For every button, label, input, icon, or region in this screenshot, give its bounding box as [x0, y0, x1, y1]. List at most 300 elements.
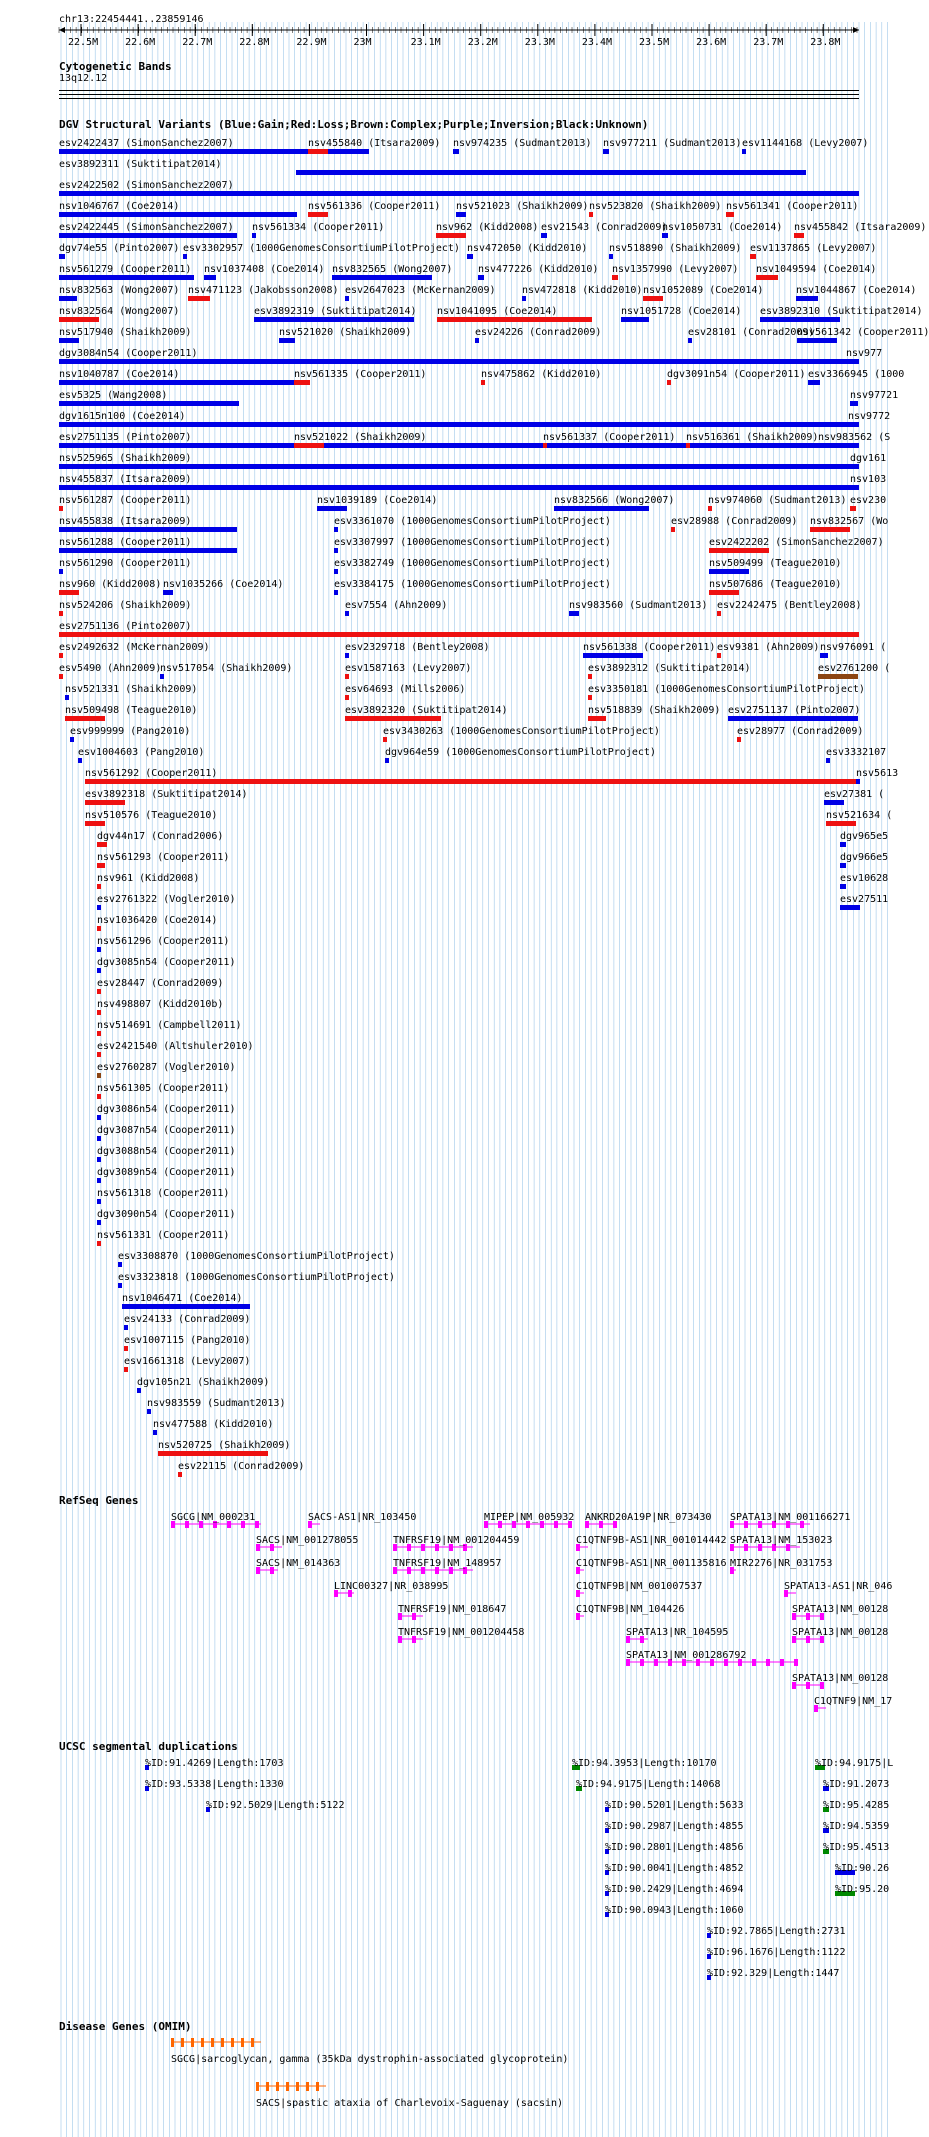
dgv-variant-bar	[78, 758, 82, 763]
omim-exon-block	[191, 2038, 194, 2047]
dgv-variant-bar	[856, 779, 860, 784]
dgv-variant-label[interactable]: nsv977211 (Sudmant2013)	[603, 138, 742, 149]
dgv-variant-bar	[188, 296, 210, 301]
dgv-variant-label[interactable]: dgv3086n54 (Cooper2011)	[97, 1104, 236, 1115]
dgv-variant-label[interactable]: nsv561338 (Cooper2011)	[583, 642, 716, 653]
dgv-variant-label[interactable]: esv10628	[840, 873, 889, 884]
dgv-variant-label[interactable]: nsv521020 (Shaikh2009)	[279, 327, 412, 338]
dgv-variant-label[interactable]: nsv1357990 (Levy2007)	[612, 264, 739, 275]
ruler-tick-label: 23M	[353, 37, 372, 48]
dgv-variant-bar	[252, 233, 256, 238]
dgv-variant-label[interactable]: nsv1041095 (Coe2014)	[437, 306, 558, 317]
dgv-variant-label[interactable]: esv24226 (Conrad2009)	[475, 327, 602, 338]
dgv-variant-label[interactable]: esv2760287 (Vogler2010)	[97, 1062, 236, 1073]
omim-exon-block	[266, 2082, 269, 2091]
dgv-variant-bar	[612, 275, 618, 280]
dgv-variant-bar	[662, 233, 668, 238]
dgv-variant-label[interactable]: esv3384175 (1000GenomesConsortiumPilotProject)	[334, 579, 611, 590]
dgv-variant-bar	[59, 191, 859, 196]
dgv-variant-label[interactable]: esv1661318 (Levy2007)	[124, 1356, 251, 1367]
dgv-variant-label[interactable]: dgv1615n100 (Coe2014)	[59, 411, 186, 422]
dgv-variant-bar	[59, 443, 859, 448]
dgv-variant-label[interactable]: nsv561342 (Cooper2011)	[797, 327, 929, 338]
dgv-variant-label[interactable]: dgv964e59 (1000GenomesConsortiumPilotProject)	[385, 747, 656, 758]
dgv-variant-label[interactable]: esv3323818 (1000GenomesConsortiumPilotProject)	[118, 1272, 395, 1283]
refseq-gene-label[interactable]: LINC00327|NR_038995	[334, 1581, 449, 1592]
dgv-variant-label[interactable]: nsv455837 (Itsara2009)	[59, 474, 192, 485]
dgv-variant-bar	[308, 212, 328, 217]
refseq-gene-label[interactable]: MIPEP|NM_005932	[484, 1512, 575, 1523]
omim-gene-label[interactable]: SGCG|sarcoglycan, gamma (35kDa dystrophin-associated glycoprotein)	[171, 2054, 569, 2065]
dgv-variant-bar	[153, 1430, 157, 1435]
dgv-variant-bar	[840, 905, 860, 910]
dgv-variant-bar	[59, 674, 63, 679]
dgv-variant-label[interactable]: nsv523820 (Shaikh2009)	[589, 201, 722, 212]
dgv-variant-label[interactable]: esv2422502 (SimonSanchez2007)	[59, 180, 234, 191]
dgv-variant-label[interactable]: dgv3088n54 (Cooper2011)	[97, 1146, 236, 1157]
dgv-variant-label[interactable]: nsv561341 (Cooper2011)	[726, 201, 859, 212]
dgv-variant-label[interactable]: dgv3091n54 (Cooper2011)	[667, 369, 806, 380]
dgv-variant-label[interactable]: dgv74e55 (Pinto2007)	[59, 243, 180, 254]
dgv-variant-bar	[810, 527, 850, 532]
ruler-tick-label: 22.8M	[239, 37, 270, 48]
dgv-variant-bar	[294, 443, 324, 448]
dgv-variant-label[interactable]: dgv3084n54 (Cooper2011)	[59, 348, 198, 359]
segdup-label[interactable]: %ID:96.1676|Length:1122	[707, 1947, 846, 1958]
dgv-variant-label[interactable]: esv3430263 (1000GenomesConsortiumPilotProject)	[383, 726, 660, 737]
refseq-gene-label[interactable]: SACS-AS1|NR_103450	[308, 1512, 417, 1523]
refseq-gene-label[interactable]: SPATA13|NM_00128	[792, 1627, 889, 1638]
dgv-variant-label[interactable]: nsv983559 (Sudmant2013)	[147, 1398, 286, 1409]
segdup-label[interactable]: %ID:90.26	[835, 1863, 890, 1874]
dgv-variant-label[interactable]: esv3307997 (1000GenomesConsortiumPilotProject)	[334, 537, 611, 548]
refseq-gene-label[interactable]: SPATA13|NM_00128	[792, 1673, 889, 1684]
dgv-variant-label[interactable]: dgv3090n54 (Cooper2011)	[97, 1209, 236, 1220]
dgv-variant-label[interactable]: nsv561293 (Cooper2011)	[97, 852, 230, 863]
dgv-variant-label[interactable]: nsv1044867 (Coe2014)	[796, 285, 917, 296]
dgv-variant-label[interactable]: esv3308870 (1000GenomesConsortiumPilotProject)	[118, 1251, 395, 1262]
dgv-variant-label[interactable]: nsv983562 (S	[818, 432, 891, 443]
dgv-variant-label[interactable]: nsv1050731 (Coe2014)	[662, 222, 783, 233]
dgv-variant-label[interactable]: esv3892311 (Suktitipat2014)	[59, 159, 222, 170]
dgv-variant-bar	[97, 1010, 101, 1015]
dgv-variant-label[interactable]: esv3366945 (1000	[808, 369, 905, 380]
dgv-variant-bar	[643, 296, 663, 301]
dgv-variant-label[interactable]: esv1144168 (Levy2007)	[742, 138, 869, 149]
dgv-variant-label[interactable]: nsv455838 (Itsara2009)	[59, 516, 192, 527]
dgv-variant-label[interactable]: nsv509498 (Teague2010)	[65, 705, 198, 716]
dgv-variant-label[interactable]: esv28988 (Conrad2009)	[671, 516, 798, 527]
dgv-variant-bar	[97, 863, 105, 868]
dgv-variant-label[interactable]: nsv976091 (	[820, 642, 887, 653]
dgv-variant-bar	[603, 149, 609, 154]
refseq-gene-label[interactable]: C1QTNF9|NM_17	[814, 1696, 893, 1707]
dgv-variant-bar	[726, 212, 734, 217]
dgv-variant-label[interactable]: nsv1036420 (Coe2014)	[97, 915, 218, 926]
dgv-variant-label[interactable]: nsv561318 (Cooper2011)	[97, 1188, 230, 1199]
dgv-variant-bar	[737, 737, 741, 742]
dgv-variant-label[interactable]: nsv961 (Kidd2008)	[97, 873, 200, 884]
dgv-variant-label[interactable]: nsv561288 (Cooper2011)	[59, 537, 192, 548]
dgv-variant-bar	[543, 443, 547, 448]
dgv-variant-bar	[97, 905, 101, 910]
refseq-gene-label[interactable]: TNFRSF19|NM_001204459	[393, 1535, 520, 1546]
dgv-variant-label[interactable]: esv2492632 (McKernan2009)	[59, 642, 210, 653]
dgv-variant-label[interactable]: dgv965e5	[840, 831, 889, 842]
refseq-gene-label[interactable]: SACS|NM_014363	[256, 1558, 341, 1569]
dgv-variant-label[interactable]: nsv97721	[850, 390, 899, 401]
dgv-variant-label[interactable]: dgv3085n54 (Cooper2011)	[97, 957, 236, 968]
dgv-variant-bar	[279, 338, 295, 343]
segdup-label[interactable]: %ID:94.9175|Length:14068	[576, 1779, 721, 1790]
dgv-variant-label[interactable]: nsv1039189 (Coe2014)	[317, 495, 438, 506]
segdup-label[interactable]: %ID:94.9175|L	[815, 1758, 894, 1769]
dgv-variant-bar	[124, 1325, 128, 1330]
dgv-variant-bar	[59, 548, 237, 553]
dgv-variant-label[interactable]: nsv974235 (Sudmant2013)	[453, 138, 592, 149]
dgv-variant-label[interactable]: nsv832563 (Wong2007)	[59, 285, 180, 296]
dgv-variant-bar	[522, 296, 526, 301]
segdup-label[interactable]: %ID:90.2429|Length:4694	[605, 1884, 744, 1895]
dgv-variant-bar	[717, 653, 721, 658]
dgv-variant-label[interactable]: nsv103	[850, 474, 887, 485]
dgv-variant-label[interactable]: nsv510576 (Teague2010)	[85, 810, 218, 821]
dgv-variant-bar	[59, 359, 859, 364]
dgv-variant-label[interactable]: esv3332107	[826, 747, 887, 758]
omim-gene-label[interactable]: SACS|spastic ataxia of Charlevoix-Saguenay (sacsin)	[256, 2098, 564, 2109]
dgv-variant-label[interactable]: esv24133 (Conrad2009)	[124, 1314, 251, 1325]
dgv-variant-label[interactable]: nsv561287 (Cooper2011)	[59, 495, 192, 506]
dgv-variant-bar	[294, 380, 310, 385]
dgv-variant-label[interactable]: esv3361070 (1000GenomesConsortiumPilotProject)	[334, 516, 611, 527]
dgv-variant-label[interactable]: esv1587163 (Levy2007)	[345, 663, 472, 674]
dgv-variant-bar	[59, 569, 63, 574]
dgv-variant-bar	[467, 254, 473, 259]
omim-exon-block	[201, 2038, 204, 2047]
dgv-variant-label[interactable]: esv9381 (Ahn2009)	[717, 642, 820, 653]
dgv-variant-label[interactable]: nsv521331 (Shaikh2009)	[65, 684, 198, 695]
dgv-variant-bar	[59, 233, 237, 238]
dgv-variant-bar	[709, 590, 739, 595]
dgv-variant-bar	[97, 968, 101, 973]
dgv-variant-label[interactable]: nsv983560 (Sudmant2013)	[569, 600, 708, 611]
dgv-variant-label[interactable]: nsv977	[846, 348, 883, 359]
refseq-gene-label[interactable]: C1QTNF9B-AS1|NR_001135816	[576, 1558, 727, 1569]
omim-exon-block	[241, 2038, 244, 2047]
dgv-variant-label[interactable]: esv28101 (Conrad2009)	[688, 327, 815, 338]
ruler-tick-label: 23.6M	[696, 37, 727, 48]
dgv-variant-bar	[750, 254, 756, 259]
segdup-label[interactable]: %ID:95.4513	[823, 1842, 890, 1853]
refseq-gene-label[interactable]: SGCG|NM_000231	[171, 1512, 256, 1523]
dgv-variant-label[interactable]: nsv498807 (Kidd2010b)	[97, 999, 224, 1010]
dgv-variant-bar	[59, 254, 65, 259]
dgv-variant-label[interactable]: esv28977 (Conrad2009)	[737, 726, 864, 737]
refseq-gene-label[interactable]: SACS|NM_001278055	[256, 1535, 359, 1546]
refseq-gene-label[interactable]: SPATA13-AS1|NR_046	[784, 1581, 893, 1592]
dgv-variant-label[interactable]: esv3892320 (Suktitipat2014)	[345, 705, 508, 716]
dgv-variant-label[interactable]: nsv561290 (Cooper2011)	[59, 558, 192, 569]
dgv-variant-label[interactable]: dgv161	[850, 453, 887, 464]
dgv-variant-label[interactable]: esv2647023 (McKernan2009)	[345, 285, 496, 296]
ruler-tick-label: 23.3M	[524, 37, 555, 48]
dgv-variant-bar	[840, 842, 846, 847]
dgv-variant-label[interactable]: esv2751137 (Pinto2007)	[728, 705, 861, 716]
dgv-variant-label[interactable]: nsv455842 (Itsara2009)	[794, 222, 927, 233]
dgv-variant-label[interactable]: nsv517940 (Shaikh2009)	[59, 327, 192, 338]
segdup-label[interactable]: %ID:90.0943|Length:1060	[605, 1905, 744, 1916]
dgv-variant-bar	[345, 296, 349, 301]
refseq-gene-label[interactable]: SPATA13|NM_001286792	[626, 1650, 747, 1661]
dgv-variant-label[interactable]: esv3350181 (1000GenomesConsortiumPilotProject)	[588, 684, 865, 695]
dgv-variant-label[interactable]: esv5490 (Ahn2009)	[59, 663, 162, 674]
dgv-variant-bar	[794, 233, 804, 238]
dgv-variant-label[interactable]: esv5325 (Wang2008)	[59, 390, 168, 401]
dgv-variant-label[interactable]: nsv9772	[848, 411, 891, 422]
dgv-variant-label[interactable]: nsv521634 (	[826, 810, 893, 821]
dgv-variant-label[interactable]: nsv518839 (Shaikh2009)	[588, 705, 721, 716]
dgv-variant-label[interactable]: nsv832564 (Wong2007)	[59, 306, 180, 317]
dgv-variant-label[interactable]: nsv974060 (Sudmant2013)	[708, 495, 847, 506]
dgv-variant-label[interactable]: nsv521023 (Shaikh2009)	[456, 201, 589, 212]
dgv-variant-bar	[137, 1388, 141, 1393]
dgv-variant-label[interactable]: nsv455840 (Itsara2009)	[308, 138, 441, 149]
dgv-variant-label[interactable]: nsv960 (Kidd2008)	[59, 579, 162, 590]
dgv-variant-label[interactable]: esv3302957 (1000GenomesConsortiumPilotProject)	[183, 243, 460, 254]
omim-exon-block	[276, 2082, 279, 2091]
chrom-range-label: chr13:22454441..23859146	[59, 14, 204, 25]
dgv-variant-label[interactable]: esv28447 (Conrad2009)	[97, 978, 224, 989]
dgv-variant-label[interactable]: esv230	[850, 495, 887, 506]
dgv-variant-label[interactable]: nsv507686 (Teague2010)	[709, 579, 842, 590]
dgv-variant-bar	[667, 380, 671, 385]
dgv-variant-label[interactable]: esv1137865 (Levy2007)	[750, 243, 877, 254]
dgv-variant-label[interactable]: dgv3087n54 (Cooper2011)	[97, 1125, 236, 1136]
segdup-label[interactable]: %ID:90.2801|Length:4856	[605, 1842, 744, 1853]
dgv-variant-label[interactable]: nsv1035266 (Coe2014)	[163, 579, 284, 590]
segdup-label[interactable]: %ID:91.4269|Length:1703	[145, 1758, 284, 1769]
dgv-variant-label[interactable]: esv27511	[840, 894, 889, 905]
dgv-variant-bar	[59, 317, 99, 322]
segdup-label[interactable]: %ID:94.5359	[823, 1821, 890, 1832]
dgv-variant-bar	[97, 842, 107, 847]
refseq-gene-label[interactable]: TNFRSF19|NM_001204458	[398, 1627, 525, 1638]
dgv-variant-bar	[709, 548, 769, 553]
segdup-label[interactable]: %ID:95.4285	[823, 1800, 890, 1811]
dgv-variant-bar	[59, 506, 63, 511]
dgv-variant-bar	[97, 884, 101, 889]
dgv-variant-label[interactable]: nsv832567 (Wo	[810, 516, 889, 527]
dgv-variant-label[interactable]: esv1004603 (Pang2010)	[78, 747, 205, 758]
dgv-variant-label[interactable]: nsv1046767 (Coe2014)	[59, 201, 180, 212]
dgv-variant-bar	[475, 338, 479, 343]
dgv-variant-label[interactable]: nsv561296 (Cooper2011)	[97, 936, 230, 947]
dgv-variant-label[interactable]: nsv521022 (Shaikh2009)	[294, 432, 427, 443]
dgv-variant-label[interactable]: nsv475862 (Kidd2010)	[481, 369, 602, 380]
segdup-label[interactable]: %ID:92.5029|Length:5122	[206, 1800, 345, 1811]
dgv-variant-bar	[59, 611, 63, 616]
dgv-variant-label[interactable]: nsv1049594 (Coe2014)	[756, 264, 877, 275]
dgv-variant-label[interactable]: esv64693 (Mills2006)	[345, 684, 466, 695]
dgv-variant-label[interactable]: nsv516361 (Shaikh2009)	[686, 432, 819, 443]
dgv-variant-label[interactable]: dgv105n21 (Shaikh2009)	[137, 1377, 270, 1388]
segdup-label[interactable]: %ID:92.329|Length:1447	[707, 1968, 840, 1979]
refseq-gene-label[interactable]: SPATA13|NM_153023	[730, 1535, 833, 1546]
dgv-variant-bar	[158, 1451, 268, 1456]
dgv-variant-bar	[85, 800, 125, 805]
dgv-variant-label[interactable]: nsv561334 (Cooper2011)	[252, 222, 385, 233]
dgv-variant-bar	[709, 569, 749, 574]
ruler-tick-label: 23.4M	[581, 37, 613, 48]
dgv-variant-label[interactable]: dgv966e5	[840, 852, 889, 863]
dgv-variant-bar	[97, 989, 101, 994]
dgv-variant-label[interactable]: esv2329718 (Bentley2008)	[345, 642, 490, 653]
refseq-gene-label[interactable]: C1QTNF9B-AS1|NR_001014442	[576, 1535, 727, 1546]
dgv-variant-bar	[85, 821, 105, 826]
dgv-variant-label[interactable]: nsv1052089 (Coe2014)	[643, 285, 764, 296]
dgv-variant-label[interactable]: nsv509499 (Teague2010)	[709, 558, 842, 569]
dgv-variant-bar	[345, 611, 349, 616]
refseq-gene-label[interactable]: TNFRSF19|NM_148957	[393, 1558, 502, 1569]
omim-exon-block	[256, 2082, 259, 2091]
dgv-variant-bar	[122, 1304, 250, 1309]
dgv-variant-label[interactable]: nsv1051728 (Coe2014)	[621, 306, 742, 317]
dgv-variant-bar	[59, 275, 194, 280]
dgv-variant-label[interactable]: nsv1037408 (Coe2014)	[204, 264, 325, 275]
dgv-variant-bar	[59, 527, 237, 532]
dgv-variant-bar	[808, 380, 820, 385]
dgv-variant-bar	[385, 758, 389, 763]
dgv-variant-label[interactable]: nsv1046471 (Coe2014)	[122, 1293, 243, 1304]
segdup-label[interactable]: %ID:91.2073	[823, 1779, 890, 1790]
dgv-variant-label[interactable]: nsv518890 (Shaikh2009)	[609, 243, 742, 254]
dgv-variant-bar	[824, 800, 844, 805]
dgv-variant-label[interactable]: nsv561335 (Cooper2011)	[294, 369, 427, 380]
ruler-tick-label: 23.2M	[467, 37, 498, 48]
dgv-variant-label[interactable]: esv2421540 (Altshuler2010)	[97, 1041, 254, 1052]
dgv-variant-label[interactable]: esv2242475 (Bentley2008)	[717, 600, 862, 611]
dgv-variant-bar	[436, 233, 466, 238]
dgv-variant-label[interactable]: nsv561337 (Cooper2011)	[543, 432, 676, 443]
dgv-variant-label[interactable]: esv3892312 (Suktitipat2014)	[588, 663, 751, 674]
dgv-variant-label[interactable]: esv21543 (Conrad2009)	[541, 222, 668, 233]
refseq-gene-label[interactable]: SPATA13|NR_104595	[626, 1627, 729, 1638]
refseq-gene-label[interactable]: SPATA13|NM_001166271	[730, 1512, 851, 1523]
refseq-gene-label[interactable]: TNFRSF19|NM_018647	[398, 1604, 507, 1615]
omim-exon-block	[286, 2082, 289, 2091]
dgv-variant-bar	[97, 1241, 101, 1246]
segdup-label[interactable]: %ID:90.0041|Length:4852	[605, 1863, 744, 1874]
segdup-label[interactable]: %ID:90.2987|Length:4855	[605, 1821, 744, 1832]
dgv-variant-bar	[688, 338, 692, 343]
dgv-variant-label[interactable]: nsv962 (Kidd2008)	[436, 222, 539, 233]
dgv-variant-label[interactable]: nsv472818 (Kidd2010)	[522, 285, 643, 296]
dgv-variant-bar	[588, 716, 606, 721]
dgv-variant-label[interactable]: esv2751136 (Pinto2007)	[59, 621, 192, 632]
dgv-variant-label[interactable]: nsv524206 (Shaikh2009)	[59, 600, 192, 611]
dgv-variant-label[interactable]: esv2761200 (	[818, 663, 891, 674]
dgv-variant-label[interactable]: nsv5613	[856, 768, 899, 779]
dgv-variant-bar	[163, 590, 173, 595]
dgv-variant-label[interactable]: nsv517054 (Shaikh2009)	[160, 663, 293, 674]
dgv-variant-bar	[59, 422, 859, 427]
dgv-variant-label[interactable]: esv999999 (Pang2010)	[70, 726, 191, 737]
dgv-variant-label[interactable]: nsv472050 (Kidd2010)	[467, 243, 588, 254]
dgv-variant-bar	[728, 716, 858, 721]
dgv-variant-label[interactable]: nsv832566 (Wong2007)	[554, 495, 675, 506]
dgv-variant-label[interactable]: nsv477588 (Kidd2010)	[153, 1419, 274, 1430]
dgv-variant-label[interactable]: esv3382749 (1000GenomesConsortiumPilotProject)	[334, 558, 611, 569]
dgv-variant-bar	[97, 1199, 101, 1204]
segdup-label[interactable]: %ID:94.3953|Length:10170	[572, 1758, 717, 1769]
refseq-gene-label[interactable]: ANKRD20A19P|NR_073430	[585, 1512, 712, 1523]
dgv-variant-label[interactable]: nsv561336 (Cooper2011)	[308, 201, 441, 212]
dgv-variant-label[interactable]: nsv471123 (Jakobsson2008)	[188, 285, 339, 296]
dgv-variant-label[interactable]: esv2761322 (Vogler2010)	[97, 894, 236, 905]
cytoband-label: 13q12.12	[59, 73, 108, 84]
dgv-variant-label[interactable]: esv2422437 (SimonSanchez2007)	[59, 138, 234, 149]
dgv-variant-label[interactable]: esv7554 (Ahn2009)	[345, 600, 448, 611]
dgv-variant-label[interactable]: esv27381 (	[824, 789, 885, 800]
dgv-variant-label[interactable]: esv3892319 (Suktitipat2014)	[254, 306, 417, 317]
refseq-gene-label[interactable]: SPATA13|NM_00128	[792, 1604, 889, 1615]
dgv-variant-bar	[59, 212, 297, 217]
omim-exon-block	[211, 2038, 214, 2047]
dgv-variant-label[interactable]: esv1007115 (Pang2010)	[124, 1335, 251, 1346]
dgv-variant-bar	[97, 1136, 101, 1141]
omim-exon-block	[231, 2038, 234, 2047]
dgv-variant-bar	[818, 674, 858, 679]
refseq-gene-label[interactable]: C1QTNF9B|NM_001007537	[576, 1581, 703, 1592]
dgv-variant-label[interactable]: esv2751135 (Pinto2007)	[59, 432, 192, 443]
dgv-variant-label[interactable]: esv2422445 (SimonSanchez2007)	[59, 222, 234, 233]
segdup-label[interactable]: %ID:92.7865|Length:2731	[707, 1926, 846, 1937]
dgv-section-title: DGV Structural Variants (Blue:Gain;Red:Loss;Brown:Complex;Purple;Inversion;Black:Unknown)	[59, 118, 649, 131]
dgv-variant-label[interactable]: nsv1040787 (Coe2014)	[59, 369, 180, 380]
omim-exon-block	[181, 2038, 184, 2047]
dgv-variant-label[interactable]: nsv561305 (Cooper2011)	[97, 1083, 230, 1094]
dgv-variant-label[interactable]: dgv3089n54 (Cooper2011)	[97, 1167, 236, 1178]
cytoband-section-title: Cytogenetic Bands	[59, 60, 172, 73]
dgv-variant-bar	[588, 674, 592, 679]
dgv-variant-label[interactable]: dgv44n17 (Conrad2006)	[97, 831, 224, 842]
dgv-variant-label[interactable]: nsv832565 (Wong2007)	[332, 264, 453, 275]
segdup-label[interactable]: %ID:93.5338|Length:1330	[145, 1779, 284, 1790]
dgv-variant-label[interactable]: esv22115 (Conrad2009)	[178, 1461, 305, 1472]
dgv-variant-label[interactable]: nsv525965 (Shaikh2009)	[59, 453, 192, 464]
dgv-variant-label[interactable]: nsv520725 (Shaikh2009)	[158, 1440, 291, 1451]
dgv-variant-bar	[554, 506, 649, 511]
dgv-variant-label[interactable]: esv3892310 (Suktitipat2014)	[760, 306, 923, 317]
dgv-variant-label[interactable]: esv3892318 (Suktitipat2014)	[85, 789, 248, 800]
dgv-variant-label[interactable]: nsv561331 (Cooper2011)	[97, 1230, 230, 1241]
dgv-variant-bar	[541, 233, 547, 238]
refseq-gene-label[interactable]: C1QTNF9B|NM_104426	[576, 1604, 685, 1615]
segdup-label[interactable]: %ID:95.20	[835, 1884, 890, 1895]
dgv-variant-bar	[59, 632, 859, 637]
segdup-label[interactable]: %ID:90.5201|Length:5633	[605, 1800, 744, 1811]
dgv-variant-label[interactable]: nsv561292 (Cooper2011)	[85, 768, 218, 779]
dgv-variant-bar	[345, 653, 349, 658]
dgv-variant-label[interactable]: esv2422202 (SimonSanchez2007)	[709, 537, 884, 548]
dgv-variant-label[interactable]: nsv514691 (Campbell2011)	[97, 1020, 242, 1031]
dgv-variant-label[interactable]: nsv477226 (Kidd2010)	[478, 264, 599, 275]
dgv-variant-bar	[296, 170, 806, 175]
dgv-variant-bar	[254, 317, 414, 322]
refseq-gene-label[interactable]: MIR2276|NR_031753	[730, 1558, 833, 1569]
dgv-variant-bar	[481, 380, 485, 385]
dgv-variant-label[interactable]: nsv561279 (Cooper2011)	[59, 264, 192, 275]
